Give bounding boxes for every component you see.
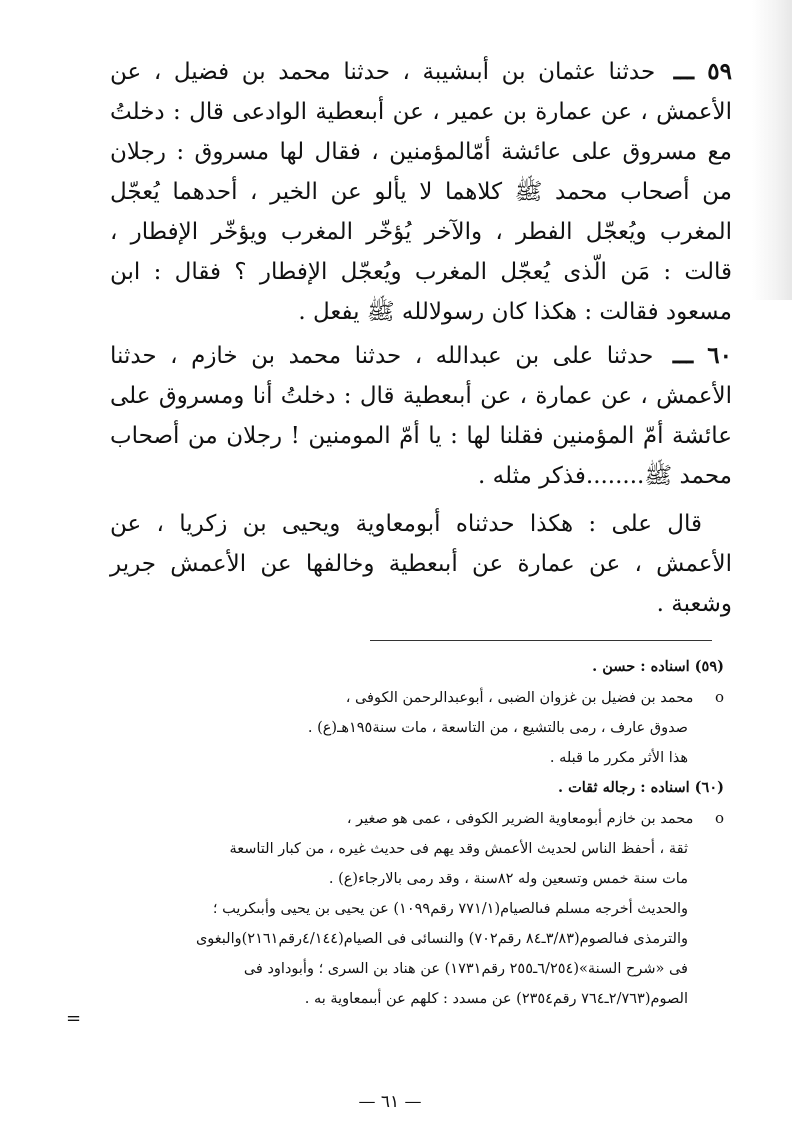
note-60-entry	[110, 803, 724, 834]
note-60-heading: (٦٠) اسناده : رجاله ثقات .	[558, 779, 724, 796]
note-60-narrator: محمد بن خازم أبومعاوية الضرير الكوفى ، عمى هو صغير ،	[346, 811, 694, 827]
bullet-circle-icon: o	[714, 809, 724, 827]
note-60-line-5: والترمذى فىالصوم(٣/٨٣ـ٨٤ رقم٧٠٢) والنسائى فى الصيام(٤/١٤٤رقم٢١٦١)والبغوى	[195, 931, 688, 947]
note-59-entry	[110, 682, 724, 713]
note-59-line-3: هذا الأثر مكرر ما قبله .	[549, 750, 688, 766]
note-60-line-3: مات سنة خمس وتسعين وله ٨٢سنة ، وقد رمى بالارجاء(ع) .	[328, 871, 688, 887]
page-number: — ٦١ —	[358, 1092, 422, 1112]
hadith-59	[110, 52, 732, 332]
footnote-divider	[370, 640, 712, 641]
note-60-line-4: والحديث أخرجه مسلم فىالصيام(٧٧١/١ رقم١٠٩٩) عن يحيى بن يحيى وأبىكريب ؛	[212, 901, 688, 917]
margin-continuation-mark: =	[66, 1008, 82, 1029]
hadith-59-text: حدثنا عثمان بن أبىشيبة ، حدثنا محمد بن فضيل ، عن الأعمش ، عن عمارة بن عمير ، عن أبىعطية الوادعى قال : دخلتُ مع مسروق على عائشة أمّالمؤمنين ، فقال لها مسروق : رجلان من أصحاب محمد ﷺ كلاهما لا يألو عن الخير ، أحدهما يُعجّل المغرب ويُعجّل الفطر ، والآخر يُؤخّر المغرب ويؤخّر الإفطار ، قالت : مَن الّذى يُعجّل المغرب ويُعجّل الإفطار ؟ فقال : ابن مسعود فقالت : هكذا كان رسولالله ﷺ يفعل .	[110, 59, 732, 325]
note-60-line-2: ثقة ، أحفظ الناس لحديث الأعمش وقد يهم فى حديث غيره ، من كبار التاسعة	[229, 841, 688, 857]
note-59-heading: (٥٩) اسناده : حسن .	[592, 658, 724, 675]
note-60-line-6: فى «شرح السنة»(٦/٢٥٤ـ٢٥٥ رقم١٧٣١) عن هناد بن السرى ؛ وأبوداود فى	[243, 961, 688, 977]
hadith-60-text: حدثنا على بن عبدالله ، حدثنا محمد بن خازم ، حدثنا الأعمش ، عن عمارة ، عن أبىعطية قال : دخلتُ أنا ومسروق على عائشة أمّ المؤمنين فقلنا لها : يا أمّ المومنين ! رجلان من أصحاب محمد ﷺ........فذكر مثله .	[110, 343, 732, 489]
note-60-line-7: الصوم(٢/٧٦٣ـ٧٦٤ رقم٢٣٥٤) عن مسدد : كلهم عن أبىمعاوية به .	[304, 991, 688, 1007]
hadith-60-number: ٦٠ ـــ	[672, 342, 732, 369]
note-59-line-2: صدوق عارف ، رمى بالتشيع ، من التاسعة ، مات سنة١٩٥هـ(ع) .	[307, 720, 688, 736]
scan-edge-shadow	[752, 0, 792, 300]
bullet-circle-icon: o	[714, 688, 724, 706]
commentary-qala-ali: قال على : هكذا حدثناه أبومعاوية ويحيى بن زكريا ، عن الأعمش ، عن عمارة عن أبىعطية وخالفها عن الأعمش جرير وشعبة .	[110, 511, 732, 617]
main-text	[110, 52, 732, 647]
hadith-60	[110, 336, 732, 496]
hadith-59-number: ٥٩ ـــ	[673, 58, 732, 85]
note-59-narrator: محمد بن فضيل بن غزوان الضبى ، أبوعبدالرحمن الكوفى ،	[345, 690, 694, 706]
footnotes	[110, 652, 724, 1014]
